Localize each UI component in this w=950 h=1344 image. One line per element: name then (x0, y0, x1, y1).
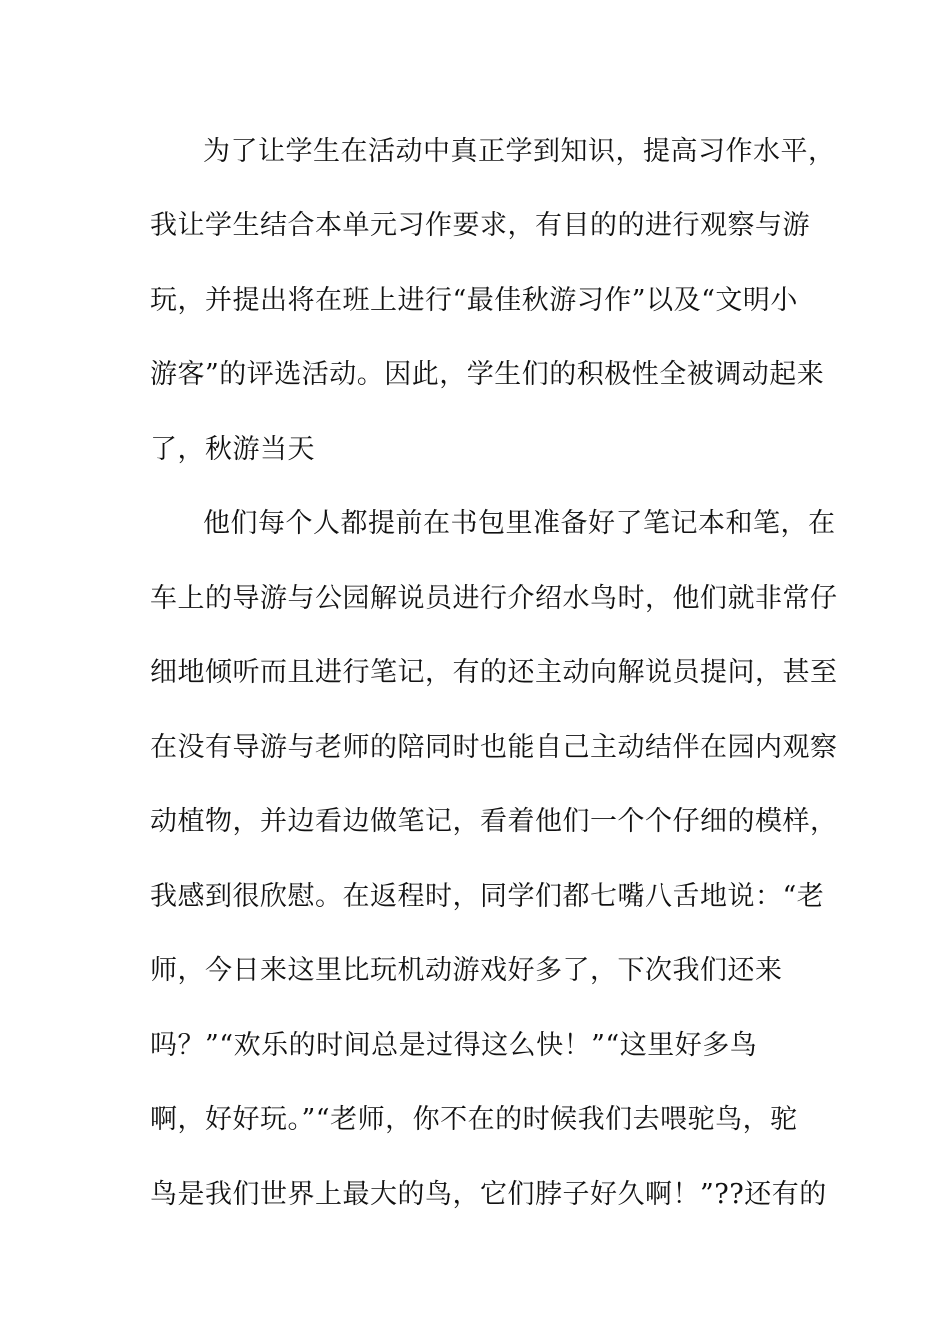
paragraph-2-line-6: 我感到很欣慰。在返程时，同学们都七嘴八舌地说：“老 (150, 881, 825, 912)
paragraph-1-line-4: 游客”的评选活动。因此，学生们的积极性全被调动起来 (150, 359, 825, 390)
paragraph-2-line-7: 师，今日来这里比玩机动游戏好多了，下次我们还来 (150, 955, 783, 986)
paragraph-1-line-3: 玩，并提出将在班上进行“最佳秋游习作”以及“文明小 (150, 285, 798, 316)
paragraph-2-line-1: 他们每个人都提前在书包里准备好了笔记本和笔，在 (203, 508, 836, 539)
paragraph-2-line-3: 细地倾听而且进行笔记，有的还主动向解说员提问，甚至 (150, 657, 838, 688)
paragraph-2-line-2: 车上的导游与公园解说员进行介绍水鸟时，他们就非常仔 (150, 583, 838, 614)
paragraph-2-line-9: 啊，好好玩。”“老师，你不在的时候我们去喂驼鸟，驼 (150, 1104, 798, 1135)
paragraph-2-line-10: 鸟是我们世界上最大的鸟，它们脖子好久啊！”??还有的 (150, 1179, 827, 1210)
paragraph-2-line-5: 动植物，并边看边做笔记，看着他们一个个仔细的模样， (150, 806, 838, 837)
paragraph-2-line-8: 吗？”“欢乐的时间总是过得这么快！”“这里好多鸟 (150, 1030, 758, 1061)
paragraph-1-line-1: 为了让学生在活动中真正学到知识，提高习作水平， (203, 136, 836, 167)
paragraph-1-line-2: 我让学生结合本单元习作要求，有目的的进行观察与游 (150, 210, 810, 241)
paragraph-1-line-5: 了，秋游当天 (150, 434, 315, 465)
paragraph-2-line-4: 在没有导游与老师的陪同时也能自己主动结伴在园内观察 (150, 732, 838, 763)
